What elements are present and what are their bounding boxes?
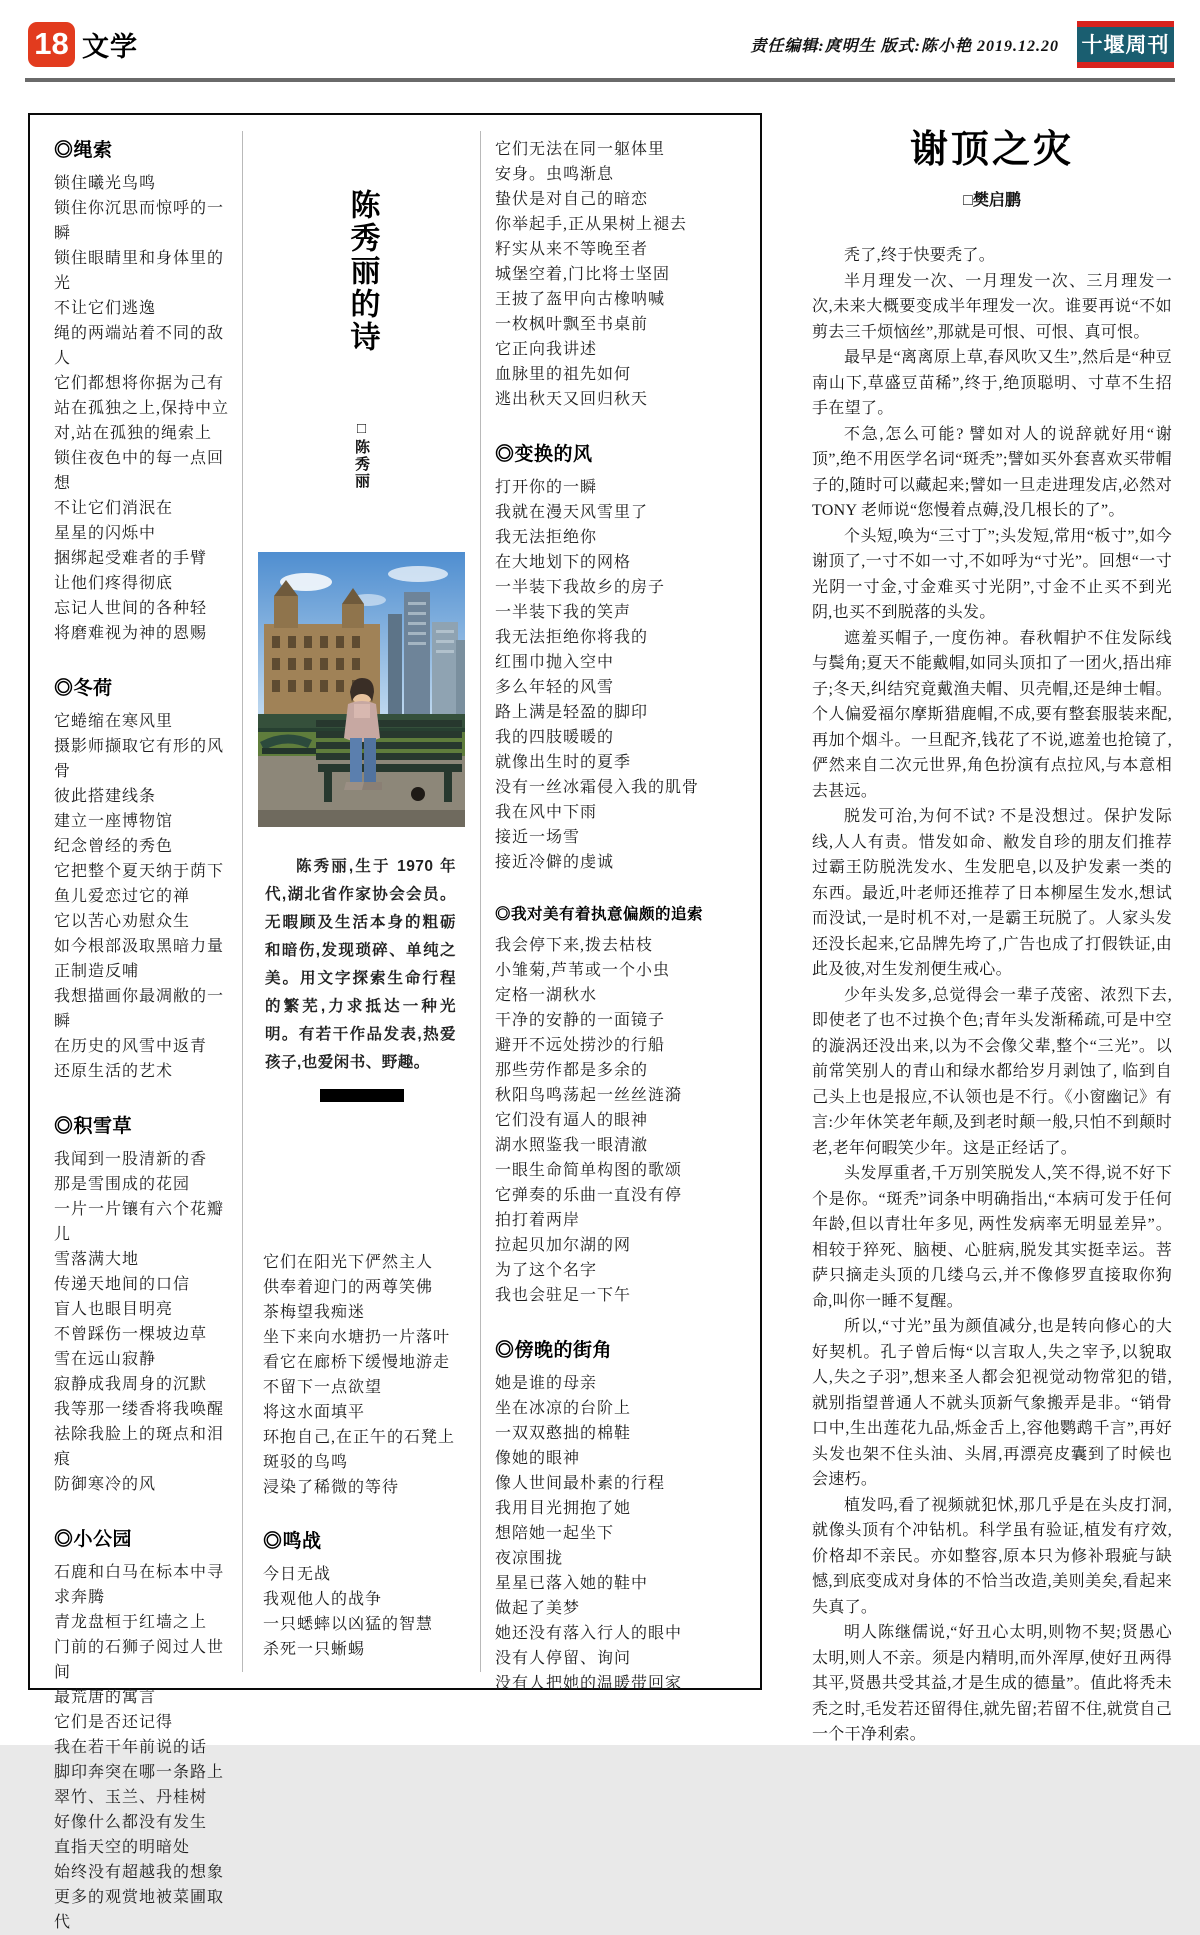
poetry-column-2 [243, 115, 480, 1688]
header-divider-rule [25, 78, 1175, 82]
poem-line: 你举起手,正从果树上褪去 [495, 216, 688, 233]
poem-title: ◎变换的风 [495, 444, 593, 465]
poem-line: 干净的安静的一面镜子 [495, 1012, 666, 1029]
poem-line: 它弹奏的乐曲一直没有停 [495, 1187, 683, 1204]
poem-line: 茶梅望我痴迷 [263, 1304, 366, 1321]
poem-line: 安身。虫鸣渐息 [495, 166, 615, 183]
poem-line: 不留下一点欲望 [263, 1379, 383, 1396]
poem-line: 一枚枫叶飘至书桌前 [495, 316, 649, 333]
poem-line: 它们在阳光下俨然主人 [263, 1254, 434, 1271]
poem-line: 一片一片镶有六个花瓣儿 [54, 1201, 225, 1243]
poem-block [495, 902, 722, 1308]
essay-body [812, 243, 1172, 1748]
poem-line: 我在风中下雨 [495, 804, 598, 821]
poem-line: 雪落满大地 [54, 1251, 140, 1268]
poem-block [495, 439, 722, 875]
poem-line: 它们是否还记得 [54, 1714, 174, 1731]
poem-line: 锁住眼睛里和身体里的光 [54, 250, 225, 292]
poem-block [54, 1524, 236, 1935]
poem-line: 坐下来向水塘扔一片落叶 [263, 1329, 451, 1346]
poem-line: 建立一座博物馆 [54, 813, 174, 830]
poem-line: 鱼儿爱恋过它的禅 [54, 888, 191, 905]
poem-line: 雪在远山寂静 [54, 1351, 157, 1368]
poem-line: 为了这个名字 [495, 1262, 598, 1279]
poem-line: 忘记人世间的各种轻 [54, 600, 208, 617]
poem-title: ◎积雪草 [54, 1116, 133, 1137]
poem-line: 我观他人的战争 [263, 1591, 383, 1608]
poem-line: 我在若干年前说的话 [54, 1739, 208, 1756]
poem-line: 不让它们消泯在 [54, 500, 174, 517]
essay-paragraph: 遮羞买帽子,一度伤神。春秋帽护不住发际线与鬓角;夏天不能戴帽,如同头顶扣了一团火,捂出痱子;冬天,纠结究竟戴渔夫帽、贝壳帽,还是绅士帽。个人偏爱福尔摩斯猎鹿帽,不成,要有整套服装来配,再加个烟斗。一旦配齐,钱花了不说,遮羞也抢镜了,俨然来自二次元世界,角色扮演有点拉风,与本意相去甚远。 [812, 629, 1172, 800]
poem-line: 我就在漫天风雪里了 [495, 504, 649, 521]
poem-line: 一眼生命简单构图的歌颂 [495, 1162, 683, 1179]
poem-line: 她还没有落入行人的眼中 [495, 1625, 683, 1642]
page-header [28, 18, 1174, 70]
poem-block [54, 1111, 236, 1497]
poem-line: 站在孤独之上,保持中立 [54, 400, 230, 417]
essay-paragraph: 脱发可治,为何不试? 不是没想过。保护发际线,人人有责。惜发如命、敝发自珍的朋友们推荐过霸王防脱洗发水、生发肥皂,以及护发素一类的东西。最近,叶老师还推荐了日本柳屋生发水,想试而没试,一是时机不对,一是霸王玩脱了。人家头发还没长起来,它品牌先垮了,广告也成了打假铁证,由此及彼,对生发剂便生戒心。 [812, 808, 1172, 978]
poem-block [263, 1250, 472, 1500]
poem-line: 锁住夜色中的每一点回想 [54, 450, 225, 492]
feature-vertical-title: 陈秀丽的诗 [345, 189, 379, 354]
poem-line: 将磨难视为神的恩赐 [54, 625, 208, 642]
poem-line: 一双双憨拙的棉鞋 [495, 1425, 632, 1442]
poem-title: ◎我对美有着执意偏颇的追索 [495, 906, 704, 923]
essay-author: □樊启鹏 [963, 192, 1021, 209]
poem-title: ◎傍晚的街角 [495, 1340, 613, 1361]
poem-line: 好像什么都没有发生 [54, 1814, 208, 1831]
poem-line: 祛除我脸上的斑点和泪痕 [54, 1426, 225, 1468]
poem-line: 斑驳的鸟鸣 [263, 1454, 349, 1471]
poem-line: 始终没有超越我的想象 [54, 1864, 225, 1881]
poem-line: 避开不远处捞沙的行船 [495, 1037, 666, 1054]
poem-block [263, 1526, 472, 1662]
poem-line: 翠竹、玉兰、丹桂树 [54, 1789, 208, 1806]
poem-line: 如今根部汲取黑暗力量 [54, 938, 225, 955]
poem-line: 防御寒冷的风 [54, 1476, 157, 1493]
poem-line: 我想描画你最凋敝的一瞬 [54, 988, 225, 1030]
essay-paragraph: 植发吗,看了视频就犯怵,那几乎是在头皮打洞,就像头顶有个冲钻机。科学虽有验证,植发有疗效,价格却不亲民。亦如整容,原本只为修补瑕疵与缺憾,到底变成对身体的不恰当改造,美则美矣,看起来失真了。 [812, 1496, 1172, 1616]
poem-line: 像她的眼神 [495, 1450, 581, 1467]
poem-line: 她是谁的母亲 [495, 1375, 598, 1392]
poem-line: 更多的观赏地被菜圃取代 [54, 1889, 225, 1931]
poem-block [54, 673, 236, 1084]
poem-line: 一半装下我故乡的房子 [495, 579, 666, 596]
poetry-column-3 [481, 115, 760, 1692]
poem-line: 在大地划下的网格 [495, 554, 632, 571]
poem-line: 直指天空的明暗处 [54, 1839, 191, 1856]
poem-line: 它蜷缩在寒风里 [54, 713, 174, 730]
poem-line: 夜凉围拢 [495, 1550, 564, 1567]
poem-line: 看它在廊桥下缓慢地游走 [263, 1354, 451, 1371]
poem-line: 接近一场雪 [495, 829, 581, 846]
poem-line: 不让它们逃逸 [54, 300, 157, 317]
poem-line: 就像出生时的夏季 [495, 754, 632, 771]
poem-line: 盲人也眼目明亮 [54, 1301, 174, 1318]
poem-line: 门前的石狮子阅过人世间 [54, 1639, 225, 1681]
poem-line: 彼此搭建线条 [54, 788, 157, 805]
poem-line: 不曾踩伤一棵坡边草 [54, 1326, 208, 1343]
poem-line: 拉起贝加尔湖的网 [495, 1237, 632, 1254]
poem-title: ◎小公园 [54, 1529, 133, 1550]
poem-line: 石鹿和白马在标本中寻求奔腾 [54, 1564, 225, 1606]
poem-line: 环抱自己,在正午的石凳上 [263, 1429, 456, 1446]
essay-paragraph: 所以,“寸光”虽为颜值减分,也是转向修心的大好契机。孔子曾后悔“以言取人,失之宰予,以貌取人,失之子羽”,想来圣人都会犯视觉动物常犯的错,就别指望普通人不就头顶新气象搬弄是非。“销骨口中,生出莲花九品,烁金舌上,容他鹦鹉千言”,再好头发也架不住头油、头屑,再漂亮皮囊到了时候也会速朽。 [812, 1318, 1172, 1488]
masthead-logo-text: 十堰周刊 [1081, 33, 1170, 57]
author-bio: 陈秀丽,生于 1970 年代,湖北省作家协会会员。无暇顾及生活本身的粗砺和暗伤,发现琐碎、单纯之美。用文字探索生命行程的繁芜,力求抵达一种光明。有若干作品发表,热爱孩子,也爱闲书、野趣。 [265, 858, 456, 1071]
poem-line: 一只蟋蟀以凶猛的智慧 [263, 1616, 434, 1633]
poem-line: 想陪她一起坐下 [495, 1525, 615, 1542]
poem-line: 它们没有逼人的眼神 [495, 1112, 649, 1129]
poem-line: 没有一丝冰霜侵入我的肌骨 [495, 779, 700, 796]
poem-line: 拍打着两岸 [495, 1212, 581, 1229]
poem-line: 浸染了稀微的等待 [263, 1479, 400, 1496]
poem-line: 最荒唐的寓言 [54, 1689, 157, 1706]
essay-paragraph: 明人陈继儒说,“好丑心太明,则物不契;贤愚心太明,则人不亲。须是内精明,而外浑厚,使好丑两得其平,贤愚共受其益,才是生成的德量”。值此将秃未秃之时,毛发若还留得住,就先留;若留不住,就赏自己一个干净利索。 [812, 1624, 1172, 1743]
page-content [28, 113, 1172, 1931]
essay-paragraph: 少年头发多,总觉得会一辈子茂密、浓烈下去,即使老了也不过换个色;青年头发渐稀疏,可是中空的漩涡还没出来,以为不会像父辈,整个“三光”。以前常笑别人的青山和绿水都给岁月剥蚀了, 临到自己头上也是报应,不认领也是不行。《小窗幽记》有言:少年休笑老年颠,及到老时颠一般,只怕不到颠时老,老年何暇笑少年。这是正经话了。 [812, 986, 1172, 1157]
poem-line: 纪念曾经的秀色 [54, 838, 174, 855]
author-photo [258, 552, 465, 827]
poem-line: 湖水照鉴我一眼清澈 [495, 1137, 649, 1154]
poem-line: 定格一湖秋水 [495, 987, 598, 1004]
essay-title: 谢顶之灾 [909, 129, 1074, 171]
essay-paragraph: 最早是“离离原上草,春风吹又生”,然后是“种豆南山下,草盛豆苗稀”,终于,绝顶聪明、寸草不生招手在望了。 [812, 349, 1172, 417]
poem-line: 打开你的一瞬 [495, 479, 598, 496]
poem-line: 摄影师撷取它有形的风骨 [54, 738, 225, 780]
poem-line: 接近冷僻的虔诚 [495, 854, 615, 871]
feature-byline: □陈秀丽 [353, 420, 370, 490]
poetry-column-1 [30, 115, 242, 1931]
poem-block [495, 137, 722, 412]
poem-line: 小雏菊,芦苇或一个小虫 [495, 962, 671, 979]
poem-line: 蛰伏是对自己的暗恋 [495, 191, 649, 208]
poem-line: 做起了美梦 [495, 1600, 581, 1617]
poem-line: 那是雪围成的花园 [54, 1176, 191, 1193]
poem-line: 坐在冰凉的台阶上 [495, 1400, 632, 1417]
poem-line: 它们都想将你据为己有 [54, 375, 225, 392]
poem-line: 星星已落入她的鞋中 [495, 1575, 649, 1592]
black-bar-divider [320, 1089, 404, 1102]
poem-block [495, 1335, 722, 1696]
essay-paragraph: 不急,怎么可能? 譬如对人的说辞就好用“谢顶”,绝不用医学名词“斑秃”;譬如买外套喜欢买带帽子的,随时可以藏起来;譬如一旦走进理发店,必然对 TONY 老师说“您慢着点薅,没几根长的了”。 [812, 425, 1172, 519]
poem-line: 杀死一只蜥蜴 [263, 1641, 366, 1658]
poem-line: 锁住你沉思而惊呼的一瞬 [54, 200, 225, 242]
poem-line: 我也会驻足一下午 [495, 1287, 632, 1304]
poem-title: ◎绳索 [54, 140, 113, 161]
poem-line: 今日无战 [263, 1566, 332, 1583]
poem-line: 秋阳鸟鸣荡起一丝丝涟漪 [495, 1087, 683, 1104]
poem-line: 我的四肢暖暖的 [495, 729, 615, 746]
poem-line: 它们无法在同一躯体里 [495, 141, 666, 158]
poem-line: 传递天地间的口信 [54, 1276, 191, 1293]
poem-line: 将这水面填平 [263, 1404, 366, 1421]
poem-line: 那些劳作都是多余的 [495, 1062, 649, 1079]
poem-line: 供奉着迎门的两尊笑佛 [263, 1279, 434, 1296]
poem-line: 我用目光拥抱了她 [495, 1500, 632, 1517]
poem-line: 还原生活的艺术 [54, 1063, 174, 1080]
poem-line: 血脉里的祖先如何 [495, 366, 632, 383]
poem-line: 我闻到一股清新的香 [54, 1151, 208, 1168]
poem-line: 像人世间最朴素的行程 [495, 1475, 666, 1492]
poem-line: 对,站在孤独的绳索上 [54, 425, 213, 442]
poetry-feature-box [28, 113, 762, 1931]
poem-line: 寂静成我周身的沉默 [54, 1376, 208, 1393]
poem-line: 逃出秋天又回归秋天 [495, 391, 649, 408]
poem-line: 绳的两端站着不同的敌人 [54, 325, 225, 367]
feature-head [243, 133, 480, 490]
poem-line: 它把整个夏天纳于荫下 [54, 863, 225, 880]
poem-line: 我会停下来,拨去枯枝 [495, 937, 654, 954]
poem-line: 在历史的风雪中返青 [54, 1038, 208, 1055]
poem-line: 我无法拒绝你 [495, 529, 598, 546]
poem-line: 正制造反哺 [54, 963, 140, 980]
poem-line: 没有人把她的温暖带回家 [495, 1675, 683, 1692]
poem-line: 青龙盘桓于红墙之上 [54, 1614, 208, 1631]
essay-paragraph: 半月理发一次、一月理发一次、三月理发一次,未来大概要变成半年理发一次。谁要再说“不如剪去三千烦恼丝”,那就是可恨、可恨、真可恨。 [812, 272, 1172, 341]
poem-line: 它以苦心劝慰众生 [54, 913, 191, 930]
poem-line: 捆绑起受难者的手臂 [54, 550, 208, 567]
essay-paragraph: 个头短,唤为“三寸丁”;头发短,常用“板寸”,如今谢顶了,一寸不如一寸,不如呼为“寸光”。回想“一寸光阴一寸金,寸金难买寸光阴”,寸金不止买不到光阴,也买不到脱落的头发。 [812, 527, 1172, 621]
poem-line: 红围巾抛入空中 [495, 654, 615, 671]
essay-article [762, 113, 1172, 1743]
poem-line: 我等那一缕香将我唤醒 [54, 1401, 225, 1418]
poem-line: 锁住曦光鸟鸣 [54, 175, 157, 192]
poem-line: 路上满是轻盈的脚印 [495, 704, 649, 721]
poem-line: 脚印奔突在哪一条路上 [54, 1764, 225, 1781]
poem-line: 城堡空着,门比将士坚固 [495, 266, 671, 283]
poem-title: ◎鸣战 [263, 1531, 322, 1552]
essay-paragraph: 头发厚重者,千万别笑脱发人,笑不得,说不好下个是你。“斑秃”词条中明确指出,“本病可发于任何年龄,但以青壮年多见, 两性发病率无明显差异”。相较于猝死、脑梗、心脏病,脱发其实挺幸运。菩萨只摘走头顶的几缕乌云,并不像修罗直接取你狗命,叫你一睡不复醒。 [812, 1165, 1172, 1310]
poem-line: 籽实从来不等晚至者 [495, 241, 649, 258]
section-title: 文学 [82, 31, 138, 62]
page-number-badge: 18 [28, 22, 75, 67]
poem-line: 王披了盔甲向古橡呐喊 [495, 291, 666, 308]
poem-line: 一半装下我的笑声 [495, 604, 632, 621]
poetry-column-2-poems [243, 1250, 480, 1662]
poem-line: 我无法拒绝你将我的 [495, 629, 649, 646]
poem-block [54, 135, 236, 646]
poem-line: 没有人停留、询问 [495, 1650, 632, 1667]
poem-title: ◎冬荷 [54, 678, 113, 699]
poem-line: 它正向我讲述 [495, 341, 598, 358]
essay-paragraph: 秃了,终于快要秃了。 [844, 247, 996, 264]
poem-line: 星星的闪烁中 [54, 525, 157, 542]
masthead-logo [1077, 21, 1174, 68]
poem-line: 让他们疼得彻底 [54, 575, 174, 592]
poem-line: 多么年轻的风雪 [495, 679, 615, 696]
editor-credits: 责任编辑:庹明生 版式:陈小艳 2019.12.20 [750, 37, 1059, 55]
